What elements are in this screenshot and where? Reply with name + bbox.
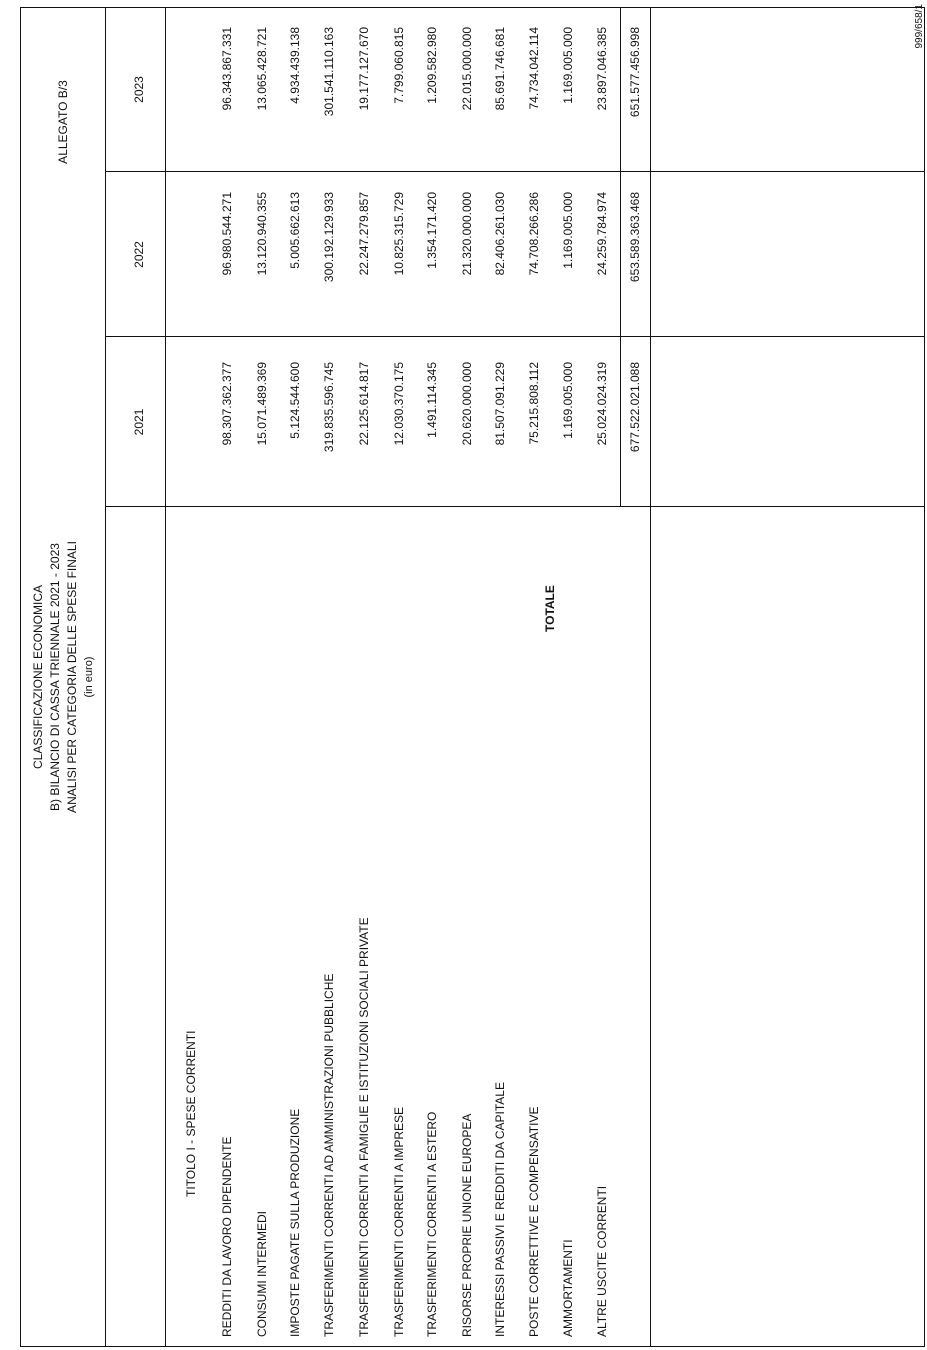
row-value-2022: 22.247.279.857 — [357, 192, 371, 276]
title-line-1: CLASSIFICAZIONE ECONOMICA — [31, 584, 45, 770]
title-block — [30, 7, 98, 1347]
row-label: CONSUMI INTERMEDI — [255, 1211, 269, 1337]
year-2023: 2023 — [132, 76, 146, 103]
row-label: RISORSE PROPRIE UNIONE EUROPEA — [460, 1113, 474, 1337]
row-value-2023: 7.799.060.815 — [392, 27, 406, 104]
row-label: TRASFERIMENTI CORRENTI A FAMIGLIE E ISTITUZIONI SOCIALI PRIVATE — [357, 917, 371, 1337]
row-value-2021: 75.215.808.112 — [527, 362, 541, 445]
row-label: POSTE CORRETTIVE E COMPENSATIVE — [527, 1106, 541, 1337]
row-value-2021: 1.491.114.345 — [425, 362, 439, 438]
row-value-2021: 22.125.614.817 — [357, 362, 371, 446]
row-value-2023: 19.177.127.670 — [357, 27, 371, 111]
row-value-2022: 300.192.129.933 — [322, 192, 336, 283]
row-value-2022: 5.005.662.613 — [288, 192, 302, 269]
row-value-2023: 85.691.746.681 — [493, 27, 507, 111]
row-value-2021: 81.507.091.229 — [493, 362, 507, 446]
row-label: REDDITI DA LAVORO DIPENDENTE — [220, 1136, 234, 1337]
row-value-2023: 74.734.042.114 — [527, 27, 541, 110]
row-value-2022: 96.980.544.271 — [220, 192, 234, 276]
years-rule — [165, 7, 166, 1347]
row-label: ALTRE USCITE CORRENTI — [595, 1185, 609, 1337]
page-code: 999/658/1 — [914, 4, 925, 49]
row-label: TRASFERIMENTI CORRENTI AD AMMINISTRAZIONI PUBBLICHE — [322, 973, 336, 1337]
row-value-2023: 23.897.046.385 — [595, 27, 609, 111]
row-value-2021: 20.620.000.000 — [460, 362, 474, 446]
total-2022: 653.589.363.468 — [628, 192, 642, 283]
year-2021: 2021 — [132, 408, 146, 436]
row-value-2021: 25.024.024.319 — [595, 362, 609, 446]
total-rule-2023 — [620, 7, 621, 172]
row-value-2023: 22.015.000.000 — [460, 27, 474, 111]
row-value-2021: 1.169.005.000 — [561, 362, 575, 439]
title-unit: (in euro) — [83, 656, 95, 698]
row-value-2021: 12.030.370.175 — [392, 362, 406, 446]
row-value-2021: 319.835.596.745 — [322, 362, 336, 453]
row-value-2022: 21.320.000.000 — [460, 192, 474, 276]
row-value-2021: 15.071.489.369 — [255, 362, 269, 446]
total-2023: 651.577.456.998 — [628, 27, 642, 118]
title-line-3: ANALISI PER CATEGORIA DELLE SPESE FINALI — [65, 541, 79, 813]
row-label: TRASFERIMENTI CORRENTI A ESTERO — [425, 1111, 439, 1337]
row-value-2023: 1.209.582.980 — [425, 27, 439, 104]
row-value-2023: 4.934.439.138 — [288, 27, 302, 104]
total-label: TOTALE — [543, 585, 557, 632]
allegato-label: ALLEGATO B/3 — [56, 80, 70, 164]
row-value-2022: 74.708.266.286 — [527, 192, 541, 276]
row-value-2023: 96.343.867.331 — [220, 27, 234, 111]
total-rule-2022 — [620, 172, 621, 337]
total-rule-2021 — [620, 337, 621, 507]
row-value-2022: 10.825.315.729 — [392, 192, 406, 276]
title-line-2: B) BILANCIO DI CASSA TRIENNALE 2021 - 2023 — [48, 543, 62, 811]
table-sheet — [20, 7, 925, 1347]
row-value-2023: 13.065.428.721 — [255, 27, 269, 111]
total-2021: 677.522.021.088 — [628, 362, 642, 453]
row-value-2022: 1.169.005.000 — [561, 192, 575, 269]
header-rule — [105, 507, 106, 1347]
row-label: IMPOSTE PAGATE SULLA PRODUZIONE — [288, 1108, 302, 1337]
header-rule-right — [105, 7, 106, 507]
row-value-2022: 82.406.261.030 — [493, 192, 507, 276]
row-value-2021: 5.124.544.600 — [288, 362, 302, 439]
row-value-2022: 13.120.940.355 — [255, 192, 269, 276]
year-2022: 2022 — [132, 241, 146, 268]
row-value-2023: 1.169.005.000 — [561, 27, 575, 104]
row-label: INTERESSI PASSIVI E REDDITI DA CAPITALE — [493, 1082, 507, 1337]
total-bottom-rule — [650, 7, 651, 1347]
row-value-2023: 301.541.110.163 — [322, 27, 336, 117]
row-value-2022: 24.259.784.974 — [595, 192, 609, 276]
row-label: TRASFERIMENTI CORRENTI A IMPRESE — [392, 1106, 406, 1337]
row-value-2022: 1.354.171.420 — [425, 192, 439, 269]
row-value-2021: 98.307.362.377 — [220, 362, 234, 446]
row-label: AMMORTAMENTI — [561, 1239, 575, 1337]
section-title: TITOLO I - SPESE CORRENTI — [184, 1030, 198, 1197]
